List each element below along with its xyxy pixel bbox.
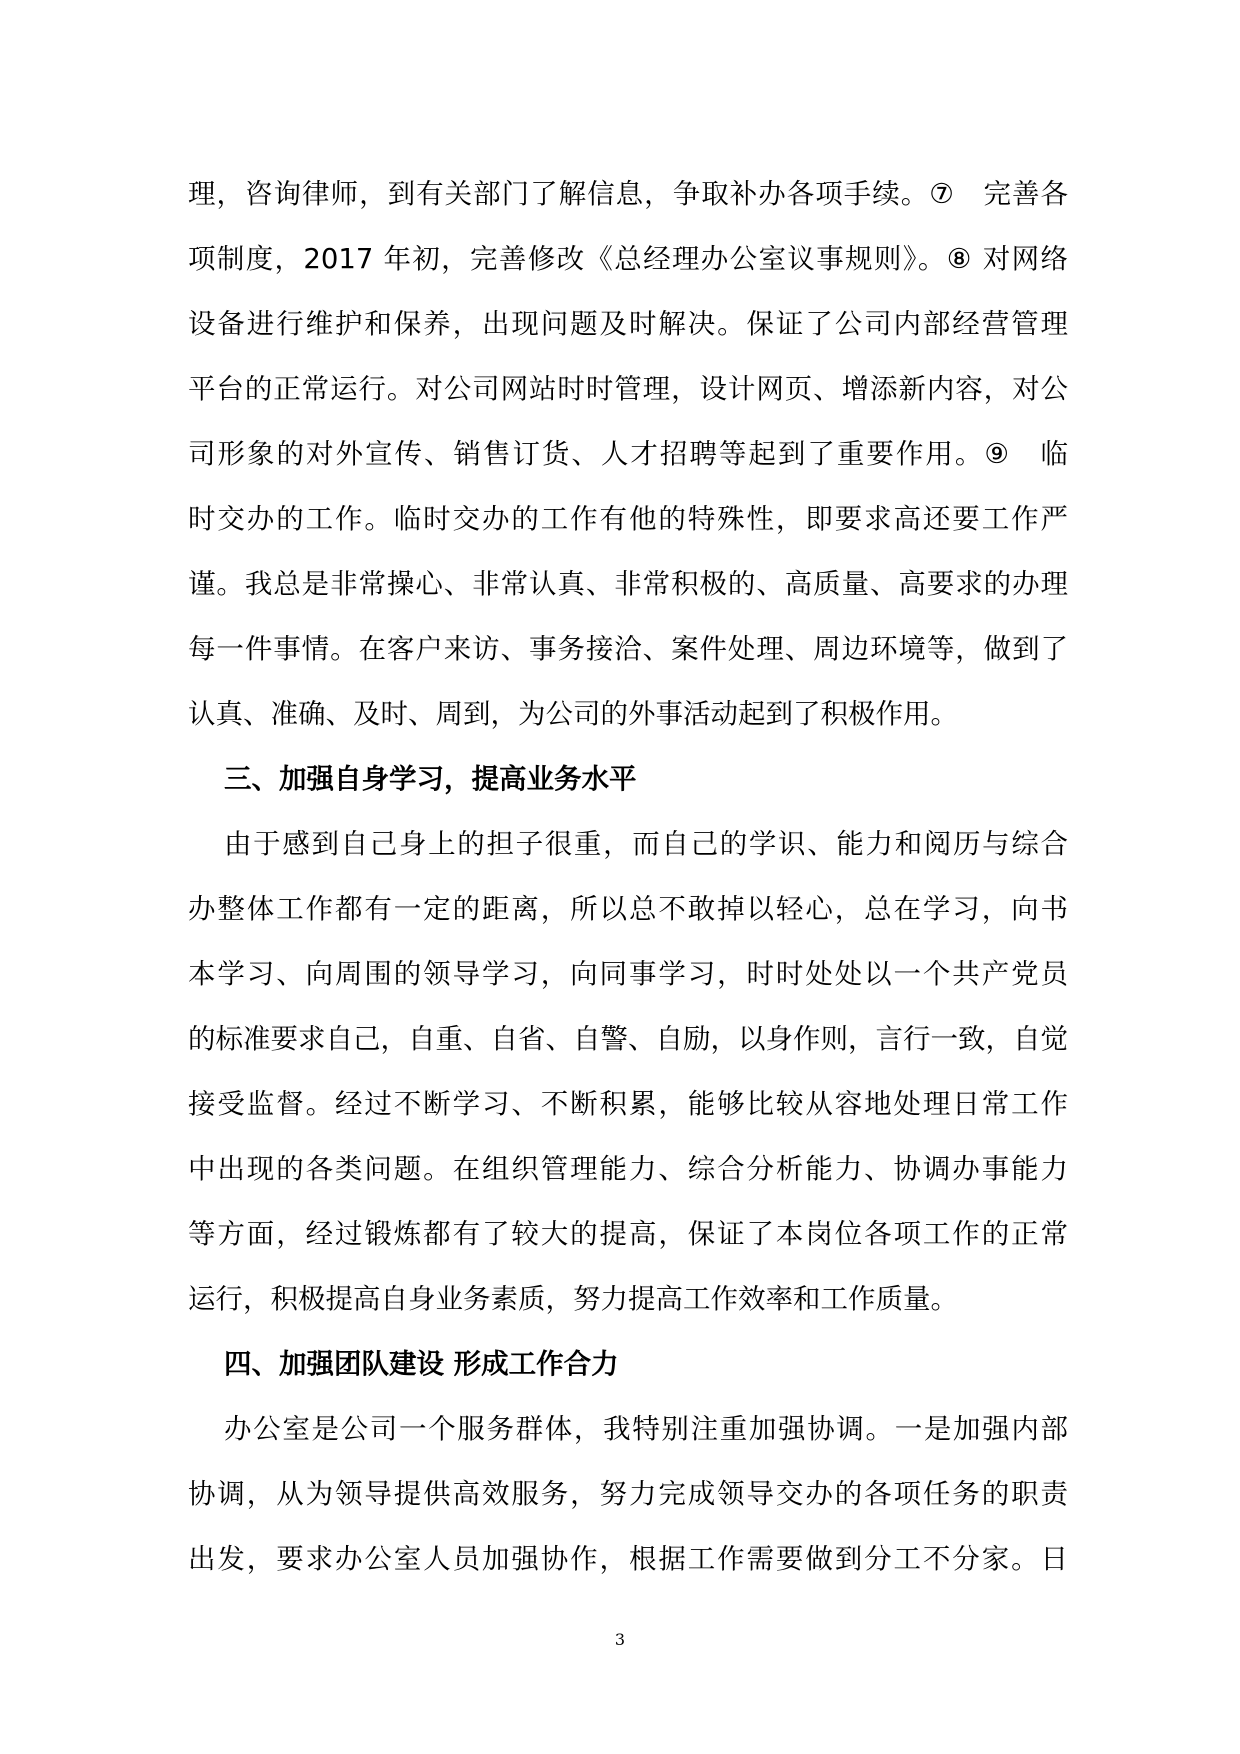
text-line: 设备进行维护和保养，出现问题及时解决。保证了公司内部经营管理 bbox=[188, 308, 1068, 340]
page-number: 3 bbox=[614, 1630, 626, 1649]
text-line: 办整体工作都有一定的距离，所以总不敢掉以轻心，总在学习，向书 bbox=[188, 893, 1068, 925]
text-line: 由于感到自己身上的担子很重，而自己的学识、能力和阅历与综合 bbox=[224, 828, 1068, 860]
text-line: 平台的正常运行。对公司网站时时管理，设计网页、增添新内容，对公 bbox=[188, 373, 1068, 405]
text-line: 中出现的各类问题。在组织管理能力、综合分析能力、协调办事能力 bbox=[188, 1153, 1068, 1185]
text-line: 协调，从为领导提供高效服务，努力完成领导交办的各项任务的职责 bbox=[188, 1478, 1068, 1510]
text-line: 出发，要求办公室人员加强协作，根据工作需要做到分工不分家。日 bbox=[188, 1543, 1068, 1575]
text-line: 接受监督。经过不断学习、不断积累，能够比较从容地处理日常工作 bbox=[188, 1088, 1068, 1120]
text-line: 项制度，2017 年初，完善修改《总经理办公室议事规则》。⑧ 对网络 bbox=[188, 243, 1068, 275]
text-line: 理，咨询律师，到有关部门了解信息，争取补办各项手续。⑦ 完善各 bbox=[188, 178, 1068, 210]
section-heading-3: 三、加强自身学习，提高业务水平 bbox=[224, 763, 637, 795]
text-line: 办公室是公司一个服务群体，我特别注重加强协调。一是加强内部 bbox=[224, 1413, 1068, 1445]
text-line: 谨。我总是非常操心、非常认真、非常积极的、高质量、高要求的办理 bbox=[188, 568, 1068, 600]
text-line: 等方面，经过锻炼都有了较大的提高，保证了本岗位各项工作的正常 bbox=[188, 1218, 1068, 1250]
text-line: 每一件事情。在客户来访、事务接洽、案件处理、周边环境等，做到了 bbox=[188, 633, 1068, 665]
text-line: 本学习、向周围的领导学习，向同事学习，时时处处以一个共产党员 bbox=[188, 958, 1068, 990]
paragraph-team-building bbox=[188, 1397, 1068, 1592]
text-line: 认真、准确、及时、周到，为公司的外事活动起到了积极作用。 bbox=[188, 698, 958, 730]
text-line: 运行，积极提高自身业务素质，努力提高工作效率和工作质量。 bbox=[188, 1283, 958, 1315]
paragraph-continued bbox=[188, 162, 1068, 747]
text-line: 的标准要求自己，自重、自省、自警、自励，以身作则，言行一致，自觉 bbox=[188, 1023, 1068, 1055]
section-heading-4: 四、加强团队建设 形成工作合力 bbox=[224, 1348, 619, 1380]
text-line: 司形象的对外宣传、销售订货、人才招聘等起到了重要作用。⑨ 临 bbox=[188, 438, 1068, 470]
paragraph-self-learning bbox=[188, 812, 1068, 1332]
document-body bbox=[188, 162, 1068, 1592]
text-line: 时交办的工作。临时交办的工作有他的特殊性，即要求高还要工作严 bbox=[188, 503, 1068, 535]
